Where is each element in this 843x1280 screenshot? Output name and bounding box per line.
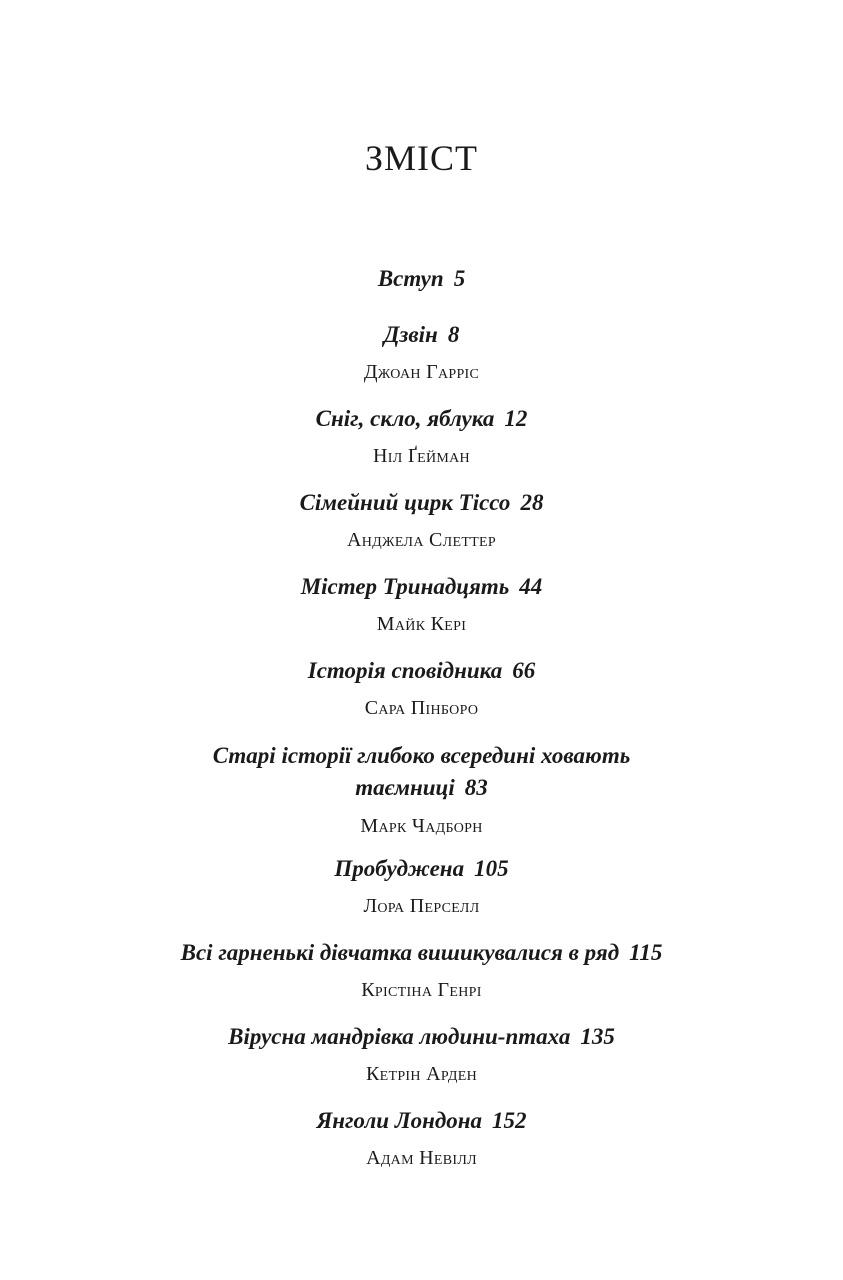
toc-entry-intro — [0, 264, 843, 294]
entry-title: Пробуджена — [334, 856, 465, 881]
entry-title-line — [0, 488, 843, 518]
entry-page-number: 5 — [453, 266, 466, 291]
toc-entry — [0, 1022, 843, 1086]
entry-title-line — [0, 404, 843, 434]
entry-page-number: 152 — [492, 1108, 527, 1133]
entry-author: Марк Чадборн — [360, 815, 483, 837]
entry-title: Містер Тринадцять — [300, 574, 510, 599]
entry-title: Дзвін — [383, 322, 438, 347]
entry-title-line — [0, 854, 843, 884]
entry-page-number: 135 — [580, 1024, 615, 1049]
entry-title-line — [0, 938, 843, 968]
toc-entry — [0, 320, 843, 384]
entry-title: Історія сповідника — [307, 658, 503, 683]
toc-entry — [0, 572, 843, 636]
entry-title: Сніг, скло, яблука — [315, 406, 495, 431]
entry-title-line — [0, 1106, 843, 1136]
entry-page-number: 8 — [447, 322, 460, 347]
entry-page-number: 115 — [629, 940, 663, 965]
toc-heading: ЗМІСТ — [364, 138, 479, 178]
entry-title: Вступ — [377, 266, 444, 291]
entry-author: Крістіна Генрі — [361, 979, 482, 1001]
entry-title: таємниці — [355, 775, 455, 800]
entry-title: Сімейний цирк Тіссо — [299, 490, 511, 515]
entry-title: Вірусна мандрівка людини-птаха — [228, 1024, 571, 1049]
entry-page-number: 28 — [520, 490, 544, 515]
entry-author: Сара Пінборо — [364, 697, 479, 719]
entry-page-number: 66 — [512, 658, 536, 683]
entry-page-number: 44 — [519, 574, 543, 599]
toc-entry — [0, 854, 843, 918]
entry-author: Адам Невілл — [366, 1147, 477, 1169]
entry-author: Ніл Ґейман — [373, 445, 470, 467]
entry-page-number: 83 — [464, 775, 488, 800]
entry-author: Майк Кері — [376, 613, 467, 635]
entry-author: Лора Перселл — [363, 895, 480, 917]
entry-title-line — [0, 572, 843, 602]
entry-author: Анджела Слеттер — [347, 529, 496, 551]
entry-title-line — [0, 264, 843, 294]
entry-author: Кетрін Арден — [366, 1063, 477, 1085]
entry-author: Джоан Гарріс — [363, 361, 480, 383]
entry-title-line — [0, 772, 843, 804]
entry-page-number: 105 — [474, 856, 509, 881]
entry-title-line — [0, 1022, 843, 1052]
entry-title-line — [0, 320, 843, 350]
entry-title-line — [0, 656, 843, 686]
entry-title: Всі гарненькі дівчатка вишикувалися в ряд — [180, 940, 620, 965]
toc-entry — [0, 938, 843, 1002]
entry-page-number: 12 — [504, 406, 528, 431]
toc-entry — [0, 740, 843, 838]
entry-title: Янголи Лондона — [316, 1108, 483, 1133]
entry-title-line: Старі історії глибоко всередині ховають — [212, 743, 631, 768]
toc-entry — [0, 404, 843, 468]
toc-entry — [0, 656, 843, 720]
toc-entry — [0, 1106, 843, 1170]
toc-entry — [0, 488, 843, 552]
